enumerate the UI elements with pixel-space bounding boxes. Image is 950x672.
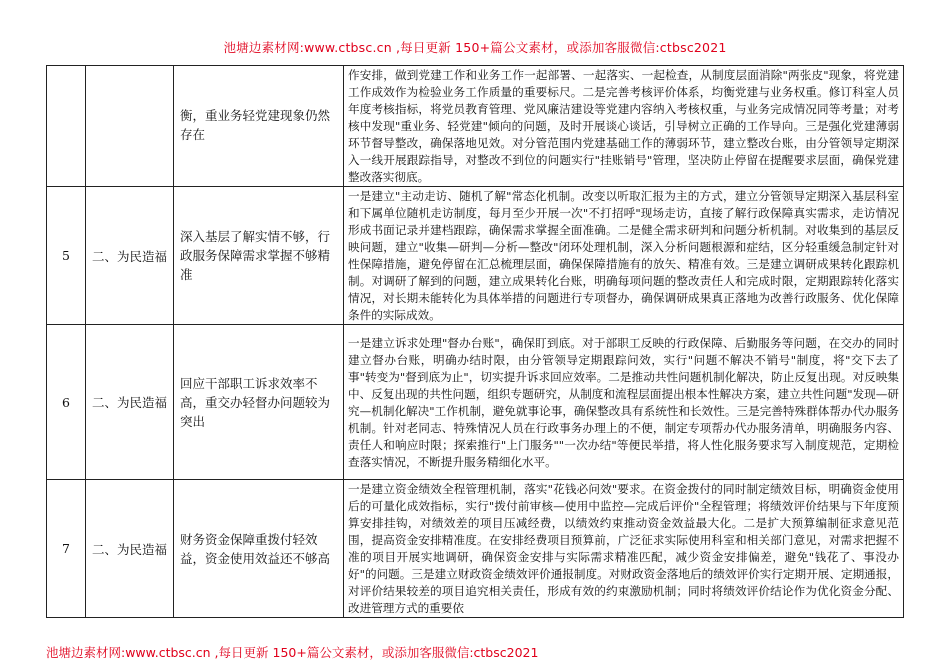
row-number: 5 — [47, 187, 86, 325]
row-problem: 回应干部职工诉求效率不高，重交办轻督办问题较为突出 — [174, 325, 344, 480]
row-measures: 作安排，做到党建工作和业务工作一起部署、一起落实、一起检查，从制度层面消除"两张皮"现象，将党建工作成效作为检验业务工作质量的重要标尺。二是完善考核评价体系，均衡党建与业务权重。修订科室人员年度考核指标，将党员教育管理、党风廉洁建设等党建内容纳入考核权重，与业务完成情况同等考量；对考核中发现"重业务、轻党建"倾向的问题，及时开展谈心谈话，引导树立正确的工作导向。三是强化党建薄弱环节督导整改，确保落地见效。对分管范围内党建基础工作的薄弱环节，建立整改台账，由分管领导定期深入一线开展跟踪指导，对整改不到位的问题实行"挂账销号"管理，坚决防止停留在提醒要求层面，确保党建整改落实彻底。 — [344, 66, 904, 187]
row-number — [47, 66, 86, 187]
header-watermark-text: 池塘边素材网:www.ctbsc.cn ,每日更新 150+篇公文素材，或添加客服微信:ctbsc2021 — [223, 40, 727, 55]
row-category: 二、为民造福 — [86, 480, 174, 618]
row-category: 二、为民造福 — [86, 325, 174, 480]
table-row — [47, 187, 904, 325]
row-number: 6 — [47, 325, 86, 480]
row-problem: 深入基层了解实情不够，行政服务保障需求掌握不够精准 — [174, 187, 344, 325]
table-row — [47, 66, 904, 187]
row-measures: 一是建立"主动走访、随机了解"常态化机制。改变以听取汇报为主的方式，建立分管领导定期深入基层科室和下属单位随机走访制度，每月至少开展一次"不打招呼"现场走访，直接了解行政保障真实需求，走访情况形成书面记录并建档跟踪，确保需求掌握全面准确。二是健全需求研判和问题分析机制。对收集到的基层反映问题，建立"收集—研判—分析—整改"闭环处理机制，深入分析问题根源和症结，区分轻重缓急制定针对性保障措施，避免停留在汇总梳理层面，确保保障措施有的放矢、精准有效。三是建立调研成果转化跟踪机制。对调研了解到的问题，建立成果转化台账，明确每项问题的整改责任人和完成时限，定期跟踪转化落实情况，对长期未能转化为具体举措的问题进行专项督办，确保调研成果真正落地为改善行政服务、优化保障条件的实际成效。 — [344, 187, 904, 325]
row-problem: 衡，重业务轻党建现象仍然存在 — [174, 66, 344, 187]
table-row — [47, 480, 904, 618]
row-problem: 财务资金保障重拨付轻效益，资金使用效益还不够高 — [174, 480, 344, 618]
row-category — [86, 66, 174, 187]
row-category: 二、为民造福 — [86, 187, 174, 325]
table-row — [47, 325, 904, 480]
footer-watermark-text: 池塘边素材网:www.ctbsc.cn ,每日更新 150+篇公文素材，或添加客服微信:ctbsc2021 — [46, 645, 539, 660]
rectification-table — [46, 65, 904, 618]
row-number: 7 — [47, 480, 86, 618]
row-measures: 一是建立诉求处理"督办台账"，确保盯到底。对于部职工反映的行政保障、后勤服务等问题，在交办的同时建立督办台账，明确办结时限，由分管领导定期跟踪问效，实行"问题不解决不销号"制度，将"交下去了事"转变为"督到底为止"，切实提升诉求回应效率。二是推动共性问题机制化解决，防止反复出现。对反映集中、反复出现的共性问题，组织专题研究，从制度和流程层面提出根本性解决方案，建立共性问题"发现—研究—机制化解决"工作机制，避免就事论事，确保整改具有系统性和长效性。三是完善特殊群体帮办代办服务机制。针对老同志、特殊情况人员在行政事务办理上的不便，制定专项帮办代办服务清单，明确服务内容、责任人和响应时限；探索推行"上门服务""一次办结"等便民举措，将人性化服务要求写入制度规范，定期检查落实情况，不断提升服务精细化水平。 — [344, 325, 904, 480]
row-measures: 一是建立资金绩效全程管理机制，落实"花钱必问效"要求。在资金拨付的同时制定绩效目标，明确资金使用后的可量化成效指标，实行"拨付前审核—使用中监控—完成后评价"全程管理；将绩效评价结果与下年度预算安排挂钩，对绩效差的项目压减经费，以绩效约束推动资金效益最大化。二是扩大预算编制征求意见范围，提高资金安排精准度。在安排经费项目预算前，广泛征求实际使用科室和相关部门意见，对需求把握不准的项目开展实地调研，确保资金安排与实际需求精准匹配，减少资金安排偏差，避免"钱花了、事没办好"的问题。三是建立财政资金绩效评价通报制度。对财政资金落地后的绩效评价实行定期开展、定期通报，对评价结果较差的项目追究相关责任，形成有效的约束激励机制；同时将绩效评价结论作为优化资金分配、改进管理方式的重要依 — [344, 480, 904, 618]
